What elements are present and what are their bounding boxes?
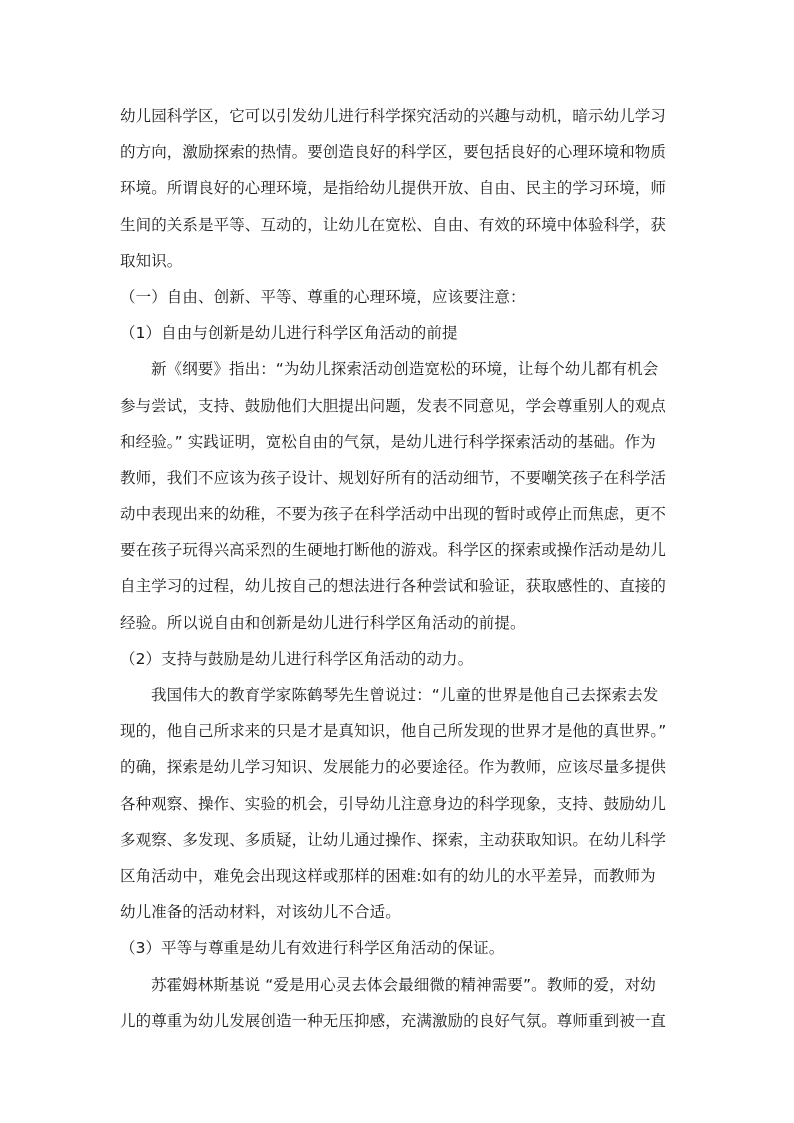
text-line: 幼儿准备的活动材料，对该幼儿不合适。 xyxy=(120,903,401,922)
text-line: 环境。所谓良好的心理环境，是指给幼儿提供开放、自由、民主的学习环境，师 xyxy=(120,179,667,198)
text-line: 现的，他自己所求来的只是才是真知识，他自己所发现的世界才是他的真世界。” xyxy=(120,722,667,741)
text-line: 苏霍姆林斯基说 “爱是用心灵去体会最细微的精神需要”。教师的爱，对幼 xyxy=(151,975,656,994)
text-line: 的方向，激励探索的热情。要创造良好的科学区，要包括良好的心理环境和物质 xyxy=(120,143,667,162)
text-line: 的确，探索是幼儿学习知识、发展能力的必要途径。作为教师，应该尽量多提供 xyxy=(120,758,667,777)
subsection-heading: （3）平等与尊重是幼儿有效进行科学区角活动的保证。 xyxy=(120,939,505,958)
text-line: 生间的关系是平等、互动的，让幼儿在宽松、自由、有效的环境中体验科学，获 xyxy=(120,215,667,234)
text-line: 教师，我们不应该为孩子设计、规划好所有的活动细节，不要嘲笑孩子在科学活 xyxy=(120,468,667,487)
text-line: 要在孩子玩得兴高采烈的生硬地打断他的游戏。科学区的探索或操作活动是幼儿 xyxy=(120,541,667,560)
text-line: 经验。所以说自由和创新是幼儿进行科学区角活动的前提。 xyxy=(120,613,526,632)
text-line: 儿的尊重为幼儿发展创造一种无压抑感，充满激励的良好气氛。尊师重到被一直 xyxy=(120,1011,667,1030)
text-line: 区角活动中，难免会出现这样或那样的困难:如有的幼儿的水平差异，而教师为 xyxy=(120,866,656,885)
text-line: 动中表现出来的幼稚，不要为孩子在科学活动中出现的暂时或停止而焦虑，更不 xyxy=(120,505,667,524)
text-line: 参与尝试，支持、鼓励他们大胆提出问题，发表不同意见，学会尊重别人的观点 xyxy=(120,396,667,415)
text-line: 幼儿园科学区，它可以引发幼儿进行科学探究活动的兴趣与动机，暗示幼儿学习 xyxy=(120,107,667,125)
subsection-heading: （2）支持与鼓励是幼儿进行科学区角活动的动力。 xyxy=(120,649,474,668)
text-line: 各种观察、操作、实验的机会，引导幼儿注意身边的科学现象，支持、鼓励幼儿 xyxy=(120,794,667,813)
text-line: 我国伟大的教育学家陈鹤琴先生曾说过：“儿童的世界是他自己去探索去发 xyxy=(151,686,659,704)
document-body xyxy=(120,98,678,1039)
section-heading: （一）自由、创新、平等、尊重的心理环境，应该要注意： xyxy=(120,287,526,306)
text-line: 和经验。” 实践证明，宽松自由的气氛，是幼儿进行科学探索活动的基础。作为 xyxy=(120,432,656,451)
text-line: 多观察、多发现、多质疑，让幼儿通过操作、探索，主动获取知识。在幼儿科学 xyxy=(120,830,667,849)
text-line: 新《纲要》指出：“为幼儿探索活动创造宽松的环境，让每个幼儿都有机会 xyxy=(151,360,659,379)
text-line: 自主学习的过程，幼儿按自己的想法进行各种尝试和验证，获取感性的、直接的 xyxy=(120,577,667,596)
subsection-heading: （1）自由与创新是幼儿进行科学区角活动的前提 xyxy=(120,324,458,343)
text-line: 取知识。 xyxy=(120,251,183,270)
